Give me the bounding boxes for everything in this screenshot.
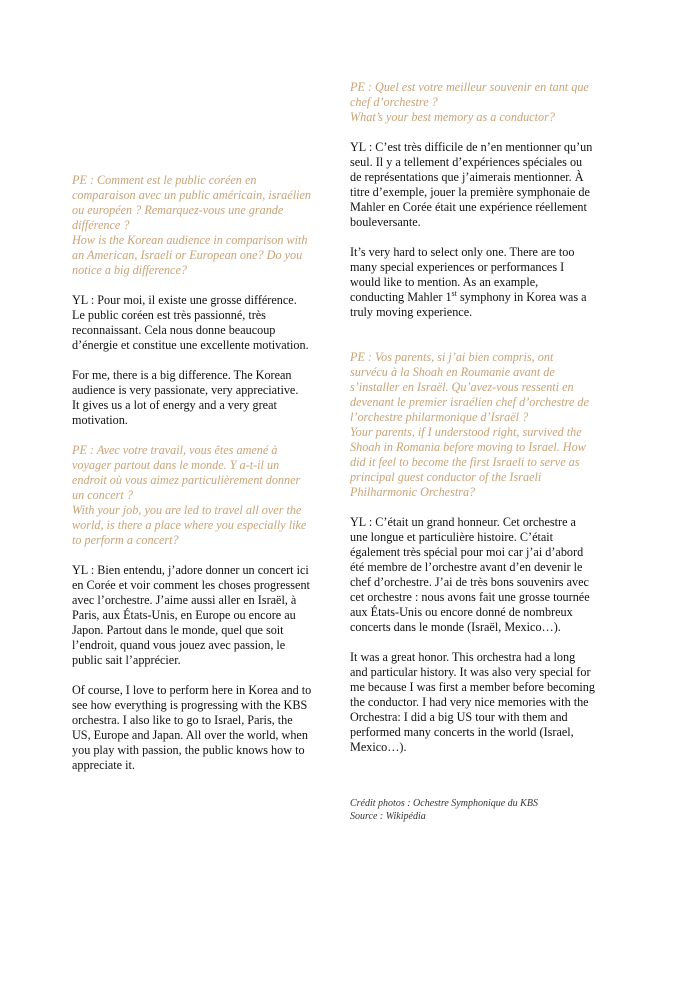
answer-best-memory-en <box>350 245 612 320</box>
right-column <box>350 80 612 823</box>
question-israel-philharmonic: PE : Vos parents, si j’ai bien compris, ont survécu à la Shoah en Roumanie avant de s’installer en Israël. Qu’avez-vous ressenti en devenant le premier israélien chef d’orchestre de l’orchestre philarmonique d’Israël ? Your parents, if I understood right, survived the Shoah in Romania before moving to Israel. How did it feel to become the first Israeli to serve as principal guest conductor of the Israeli Philharmonic Orchestra? <box>350 350 589 499</box>
answer-best-memory-en-part1: It’s very hard to select only one. There are too many special experiences or performances I would like to mention. As an example, conducting Mahler 1 <box>350 245 575 304</box>
question-favorite-place: PE : Avec votre travail, vous êtes amené à voyager partout dans le monde. Y a-t-il un endroit où vous aimez particulièrement donner un concert ? With your job, you are led to travel all over the world, is there a place where you especially like to perform a concert? <box>72 443 307 547</box>
source-credit: Source : Wikipédia <box>350 811 426 822</box>
answer-best-memory-en-part2: symphony in Korea was a truly moving experience. <box>350 290 587 319</box>
photo-credit: Crédit photos : Ochestre Symphonique du KBS <box>350 798 538 809</box>
ordinal-suffix: st <box>451 288 457 298</box>
answer-favorite-place-fr: YL : Bien entendu, j’adore donner un concert ici en Corée et voir comment les choses progressent avec l’orchestre. J’aime aussi aller en Israël, à Paris, aux États-Unis, en Europe ou encore au Japon. Partout dans le monde, quel que soit l’endroit, quand vous jouez avec passion, le public sait l’apprécier. <box>72 563 310 667</box>
credits <box>350 797 612 823</box>
answer-israel-philharmonic-fr: YL : C’était un grand honneur. Cet orchestre a une longue et particulière histoire. C’était également très spécial pour moi car j’ai d’abord été membre de l’orchestre avant d’en devenir le chef d’orchestre. J’ai de très bons souvenirs avec cet orchestre : nous avons fait une grosse tournée aux États-Unis ou encore donné de nombreux concerts dans le monde (Israël, Mexico…). <box>350 515 590 634</box>
answer-best-memory-fr: YL : C’est très difficile de n’en mentionner qu’un seul. Il y a tellement d’expériences spéciales ou de représentations que j’aimerais mentionner. À titre d’exemple, jouer la première symphonaie de Mahler en Corée était une expérience réellement bouleversante. <box>350 140 593 229</box>
left-column <box>72 173 334 773</box>
question-best-memory: PE : Quel est votre meilleur souvenir en tant que chef d’orchestre ? What’s your best memory as a conductor? <box>350 80 589 124</box>
answer-favorite-place-en: Of course, I love to perform here in Korea and to see how everything is progressing with the KBS orchestra. I also like to go to Israel, Paris, the US, Europe and Japan. All over the world, when you play with passion, the public knows how to appreciate it. <box>72 683 312 772</box>
answer-israel-philharmonic-en: It was a great honor. This orchestra had a long and particular history. It was also very special for me because I was first a member before becoming the conductor. I had very nice memories with the Orchestra: I did a big US tour with them and performed many concerts in the world (Israel, Mexico…). <box>350 650 595 754</box>
question-korean-audience: PE : Comment est le public coréen en comparaison avec un public américain, israélien ou européen ? Remarquez-vous une grande différence ? How is the Korean audience in comparison with an American, Israeli or European one? Do you notice a big difference? <box>72 173 311 277</box>
answer-korean-audience-fr: YL : Pour moi, il existe une grosse différence. Le public coréen est très passionné, très reconnaissant. Cela nous donne beaucoup d’énergie et constitue une excellente motivation. <box>72 293 309 352</box>
answer-korean-audience-en: For me, there is a big difference. The Korean audience is very passionate, very appreciative. It gives us a lot of energy and a very great motivation. <box>72 368 299 427</box>
